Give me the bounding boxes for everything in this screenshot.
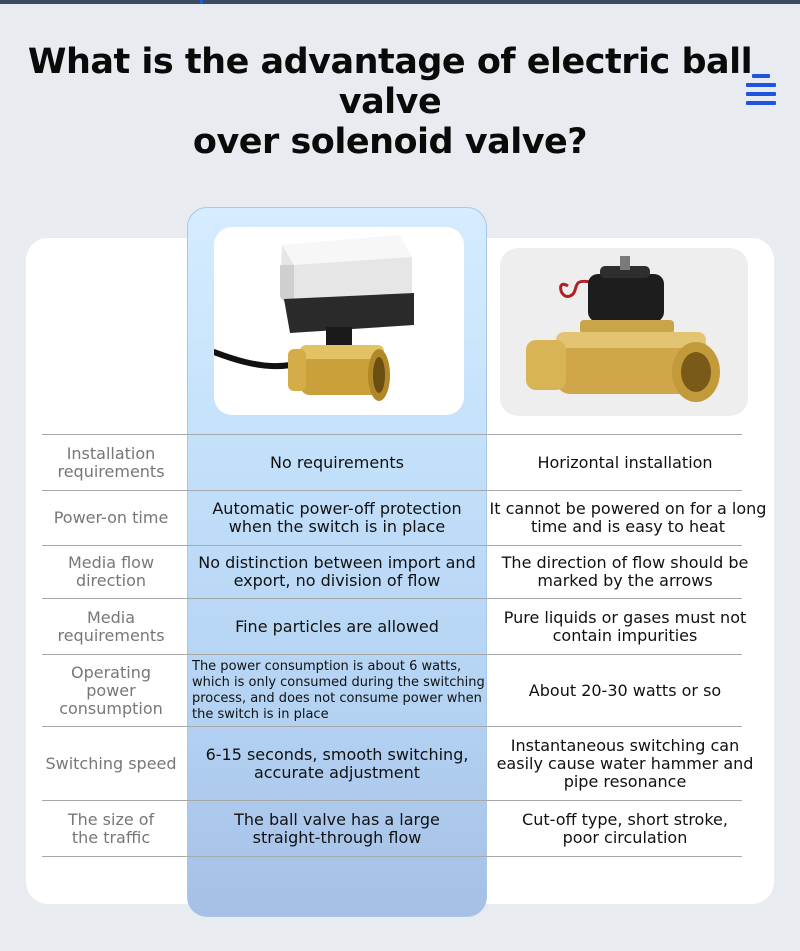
menu-lines-icon[interactable] (746, 74, 776, 106)
solenoid-switching-speed: Instantaneous switching can easily cause water hammer and pipe resonance (496, 735, 754, 791)
table-divider (42, 545, 742, 546)
row-label-media-requirements: Media requirements (57, 607, 165, 645)
table-divider (42, 726, 742, 727)
electric-power-consumption: The power consumption is about 6 watts, which is only consumed during the switching process, and does not consume power when the switch is in place (192, 658, 485, 722)
title-line-2: over solenoid valve? (192, 122, 588, 162)
top-strip-mark (200, 0, 203, 4)
row-label-power-consumption: Operating power consumption (59, 662, 163, 718)
solenoid-media-requirements: Pure liquids or gases must not contain impurities (503, 607, 747, 645)
row-label-power-on-time: Power-on time (53, 508, 169, 527)
row-label-installation: Installation requirements (57, 443, 165, 481)
table-divider (42, 856, 742, 857)
table-divider (42, 434, 742, 435)
solenoid-media-flow: The direction of flow should be marked by the arrows (501, 553, 749, 590)
electric-media-requirements: Fine particles are allowed (235, 616, 439, 636)
solenoid-traffic-size: Cut-off type, short stroke, poor circulation (522, 809, 728, 847)
row-label-media-flow: Media flow direction (67, 553, 155, 590)
table-divider (42, 598, 742, 599)
table-divider (42, 490, 742, 491)
title-line-1: What is the advantage of electric ball valve (27, 42, 753, 122)
electric-power-on-time: Automatic power-off protection when the switch is in place (212, 499, 462, 536)
electric-ball-valve-photo (214, 227, 464, 415)
solenoid-valve-photo (500, 248, 748, 416)
top-strip (0, 0, 800, 4)
electric-installation: No requirements (270, 452, 404, 472)
electric-switching-speed: 6-15 seconds, smooth switching, accurate adjustment (205, 744, 469, 782)
page-title (10, 42, 770, 162)
table-divider (42, 654, 742, 655)
table-divider (42, 800, 742, 801)
row-label-switching-speed: Switching speed (45, 753, 177, 773)
solenoid-installation: Horizontal installation (537, 452, 713, 472)
solenoid-power-on-time: It cannot be powered on for a long time and is easy to heat (489, 499, 767, 536)
electric-traffic-size: The ball valve has a large straight-through flow (234, 809, 440, 847)
solenoid-power-consumption: About 20-30 watts or so (528, 680, 722, 700)
row-label-traffic-size: The size of the traffic (67, 809, 155, 847)
electric-media-flow: No distinction between import and export, no division of flow (198, 553, 476, 590)
